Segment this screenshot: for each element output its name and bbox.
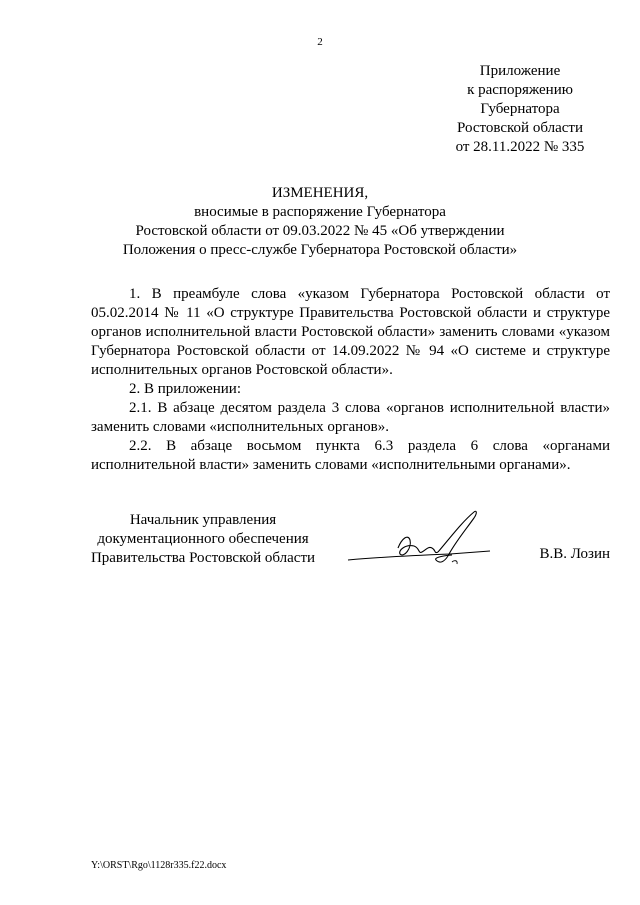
appendix-line: к распоряжению — [467, 82, 573, 98]
appendix-header — [420, 62, 620, 157]
signatory-name: В.В. Лозин — [539, 546, 610, 562]
body-paragraph: 2.1. В абзаце десятом раздела 3 слова «органов исполнительной власти» заменить словами «исполнительных органов». — [91, 400, 610, 435]
title-line: Ростовской области от 09.03.2022 № 45 «Об утверждении — [135, 223, 505, 239]
appendix-line: Приложение — [479, 63, 561, 79]
title-line: Положения о пресс-службе Губернатора Ростовской области» — [122, 242, 518, 258]
position-line: Начальник управления — [129, 512, 277, 528]
body-paragraph: 1. В преамбуле слова «указом Губернатора Ростовской области от 05.02.2014 № 11 «О структуре Правительства Ростовской области и структуре органов исполнительной власти Ростовской области» заменить словами «указом Губернатора Ростовской области от 14.09.2022 № 94 «О системе и структуре исполнительных органов Ростовской области». — [91, 286, 610, 378]
file-path: Y:\ORST\Rgo\1128r335.f22.docx — [91, 860, 227, 871]
position-line: документационного обеспечения — [97, 531, 309, 547]
document-body — [91, 285, 610, 475]
body-paragraph: 2.2. В абзаце восьмом пункта 6.3 раздела 6 слова «органами исполнительной власти» заменить словами «исполнительными органами». — [91, 438, 610, 473]
title-heading: ИЗМЕНЕНИЯ, — [271, 185, 369, 201]
appendix-line: Ростовской области — [457, 120, 583, 136]
appendix-line: от 28.11.2022 № 335 — [455, 139, 585, 155]
title-line: вносимые в распоряжение Губернатора — [194, 204, 446, 220]
document-title — [80, 184, 560, 260]
page-number: 2 — [317, 36, 323, 48]
signatory-position — [78, 511, 328, 568]
handwritten-signature — [340, 508, 500, 570]
body-paragraph: 2. В приложении: — [129, 381, 241, 397]
position-line: Правительства Ростовской области — [90, 550, 316, 566]
appendix-line: Губернатора — [480, 101, 560, 117]
